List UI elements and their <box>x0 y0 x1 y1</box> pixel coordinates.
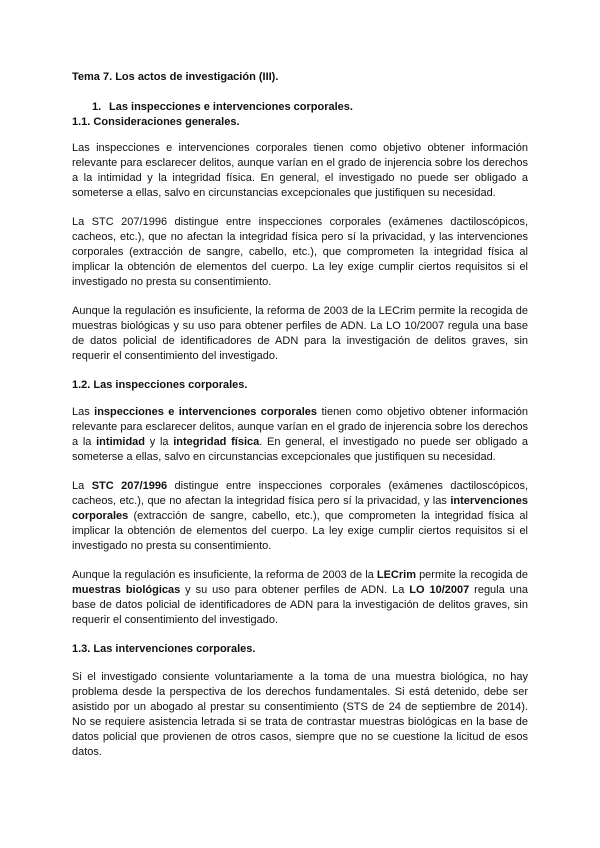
text-run: y la <box>145 436 174 448</box>
section-1-2-paragraph-3 <box>72 568 528 628</box>
section-1-heading <box>72 100 528 115</box>
bold-term: LECrim <box>376 569 416 581</box>
section-1-2-heading: 1.2. Las inspecciones corporales. <box>72 379 248 391</box>
section-1-3-heading: 1.3. Las intervenciones corporales. <box>72 643 256 655</box>
bold-term: intimidad <box>96 436 146 448</box>
section-1-3-paragraph-1: Si el investigado consiente voluntariamente a la toma de una muestra biológica, no hay problema desde la perspectiva de los derechos fundamentales. Si está detenido, debe ser asistido por un abogado al prestar su consentimiento (STS de 24 de septiembre de 2014). No se requiere asistencia letrada si se trata de contrastar muestras biológicas en la base de datos policial que provienen de otros casos, siempre que no se cuestione la licitud de esos datos. <box>72 671 528 758</box>
section-1-1-paragraph-2: La STC 207/1996 distingue entre inspecciones corporales (exámenes dactiloscópicos, cacheos, etc.), que no afectan la integridad física pero sí la privacidad, y las intervenciones corporales (extracción de sangre, cabello, etc.), que comprometen la integridad física al implicar la obtención de elementos del cuerpo. La ley exige cumplir ciertos requisitos si el investigado no presta su consentimiento. <box>72 216 528 288</box>
text-run: distingue entre inspecciones corporales (exámenes dactiloscópicos, cacheos, etc.), que no afectan la integridad física pero sí la privacidad, y las <box>72 480 529 507</box>
text-run: tienen como objetivo obtener información relevante para esclarecer delitos, aunque varían en el grado de injerencia sobre los derechos a la <box>72 406 528 448</box>
text-run: (extracción de sangre, cabello, etc.), que comprometen la integridad física al implicar la obtención de elementos del cuerpo. La ley exige cumplir ciertos requisitos si el investigado no presta su consentimiento. <box>72 510 528 552</box>
document-title: Tema 7. Los actos de investigación (III). <box>72 71 279 83</box>
bold-term: intervenciones corporales <box>72 495 528 522</box>
bold-term: integridad física <box>173 436 260 448</box>
text-run: Las <box>72 406 95 418</box>
bold-term: STC 207/1996 <box>91 480 168 492</box>
section-1-2-paragraph-2 <box>72 479 528 554</box>
text-run: Aunque la regulación es insuficiente, la reforma de 2003 de la <box>72 569 377 581</box>
section-1-1-paragraph-3: Aunque la regulación es insuficiente, la reforma de 2003 de la LECrim permite la recogida de muestras biológicas y su uso para obtener perfiles de ADN. La LO 10/2007 regula una base de datos policial de identificadores de ADN para la investigación de delitos graves, sin requerir el consentimiento del investigado. <box>72 305 528 362</box>
text-run: regula una base de datos policial de identificadores de ADN para la investigación de delitos graves, sin requerir el consentimiento del investigado. <box>72 584 529 626</box>
text-run: permite la recogida de <box>415 569 528 581</box>
section-1-1-paragraph-1: Las inspecciones e intervenciones corporales tienen como objetivo obtener información relevante para esclarecer delitos, aunque varían en el grado de injerencia sobre los derechos a la intimidad y la integridad física. En general, el investigado no puede ser obligado a someterse a ellas, salvo en circunstancias excepcionales que justifiquen su necesidad. <box>72 142 528 199</box>
section-1-1-heading: 1.1. Consideraciones generales. <box>72 116 240 128</box>
section-1-label: Las inspecciones e intervenciones corporales. <box>109 101 353 113</box>
text-run: y su uso para obtener perfiles de ADN. La <box>180 584 410 596</box>
bold-term: LO 10/2007 <box>409 584 470 596</box>
section-1-2-paragraph-1 <box>72 405 528 465</box>
text-run: La <box>72 480 92 492</box>
section-1-number: 1. <box>92 101 102 113</box>
bold-term: inspecciones e intervenciones corporales <box>94 406 318 418</box>
text-run: . En general, el investigado no puede ser obligado a someterse a ellas, salvo en circunstancias excepcionales que justifiquen su necesidad. <box>72 436 528 463</box>
bold-term: muestras biológicas <box>72 584 181 596</box>
